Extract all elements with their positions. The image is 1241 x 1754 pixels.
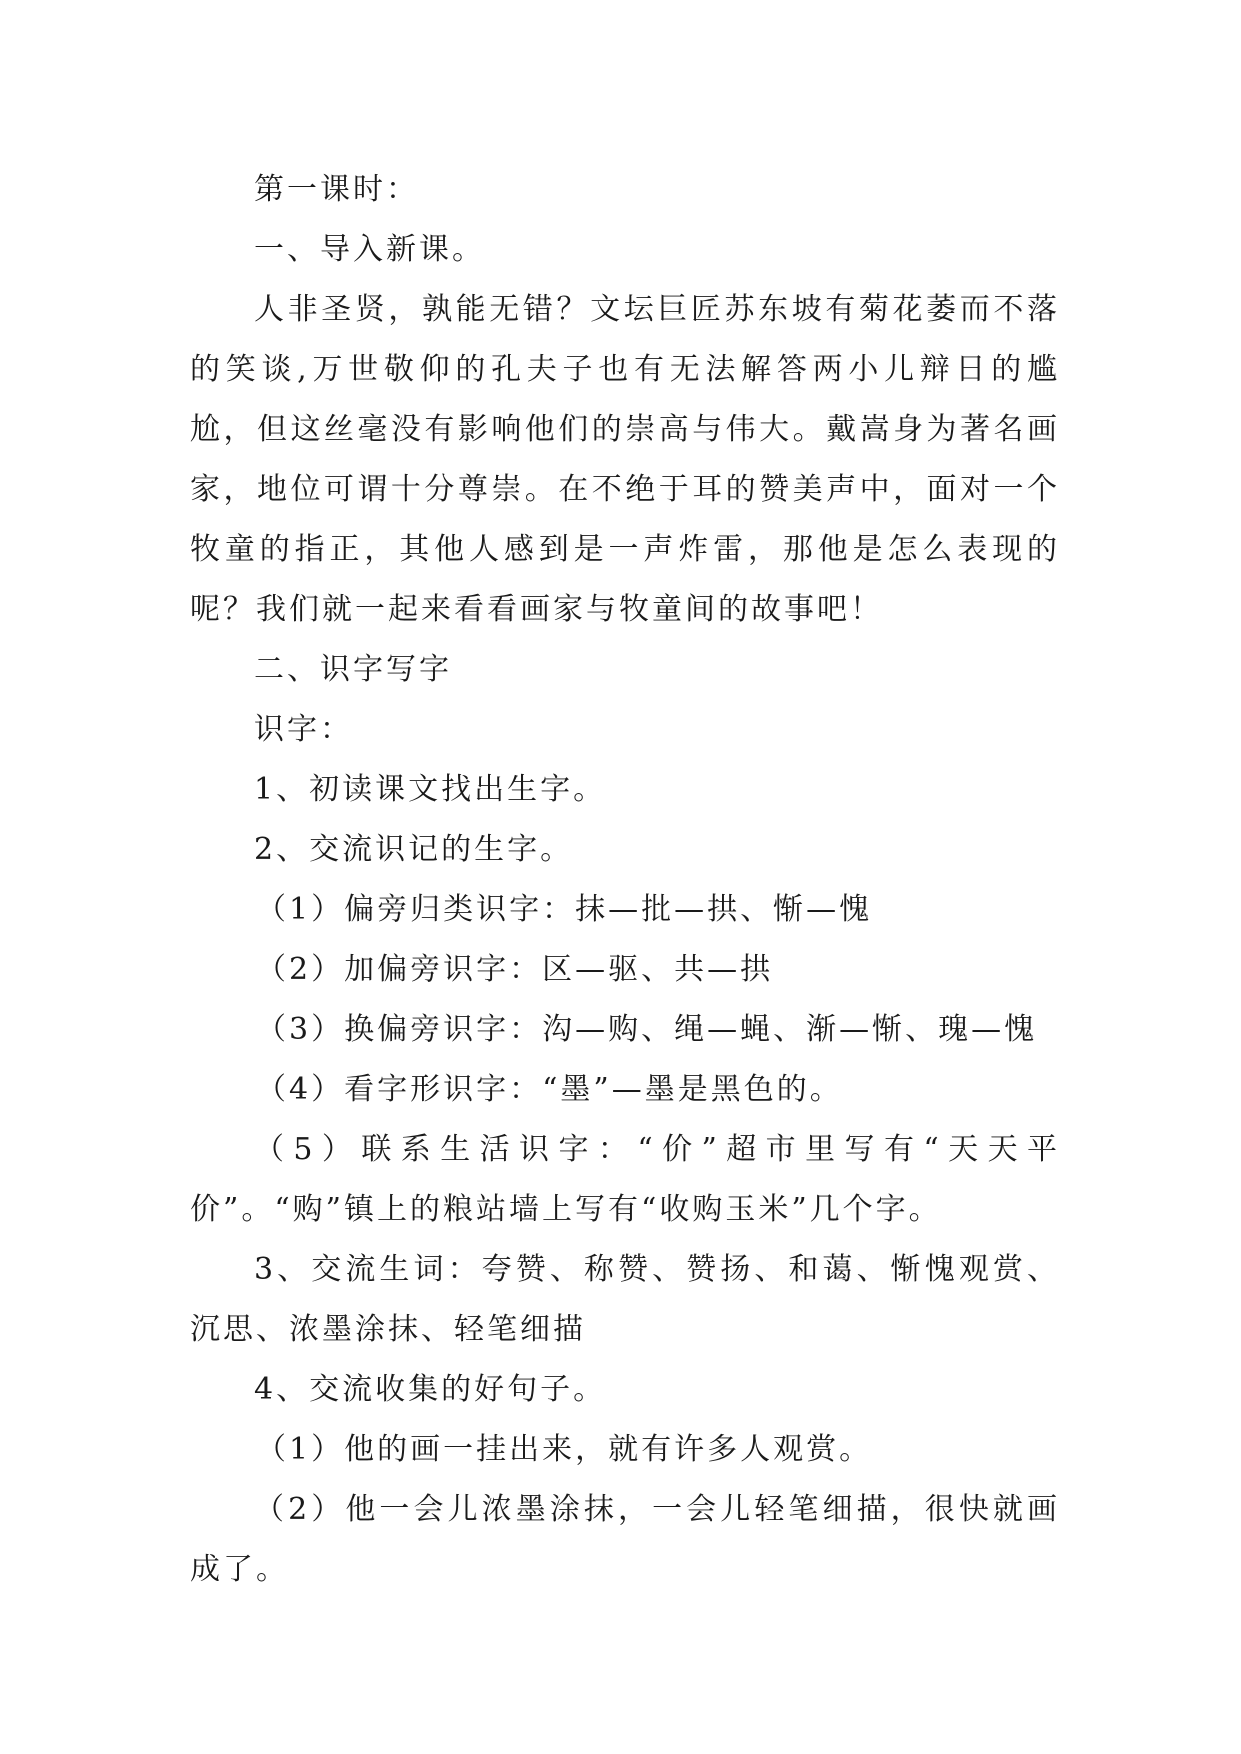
section1-heading: 一、导入新课。 <box>254 232 485 267</box>
shizi-label: 识字： <box>254 712 353 747</box>
step-2: 2、交流识记的生字。 <box>254 832 574 867</box>
section2-heading: 二、识字写字 <box>254 652 452 687</box>
sentence-1: （1）他的画一挂出来，就有许多人观赏。 <box>256 1432 873 1467</box>
method-4: （4）看字形识字：“墨”—墨是黑色的。 <box>256 1072 843 1107</box>
step-3: 3、交流生词：夸赞、称赞、赞扬、和蔼、惭愧观赏、沉思、浓墨涂抹、轻笔细描 <box>190 1252 1060 1347</box>
lesson-title: 第一课时： <box>254 172 419 207</box>
method-1: （1）偏旁归类识字：抹—批—拱、惭—愧 <box>256 892 873 927</box>
sentence-2: （2）他一会儿浓墨涂抹，一会儿轻笔细描，很快就画成了。 <box>190 1492 1060 1587</box>
method-3: （3）换偏旁识字：沟—购、绳—蝇、渐—惭、瑰—愧 <box>256 1012 1038 1047</box>
method-2: （2）加偏旁识字：区—驱、共—拱 <box>256 952 774 987</box>
document-body <box>190 160 1060 1600</box>
step-4: 4、交流收集的好句子。 <box>254 1372 607 1407</box>
step-1: 1、初读课文找出生字。 <box>254 772 607 807</box>
intro-paragraph: 人非圣贤，孰能无错？文坛巨匠苏东坡有菊花萎而不落的笑谈,万世敬仰的孔夫子也有无法解答两小儿辩日的尴尬，但这丝毫没有影响他们的崇高与伟大。戴嵩身为著名画家，地位可谓十分尊崇。在不绝于耳的赞美声中，面对一个牧童的指正，其他人感到是一声炸雷，那他是怎么表现的呢？我们就一起来看看画家与牧童间的故事吧！ <box>190 292 1060 627</box>
method-5: （5）联系生活识字：“价”超市里写有“天天平价”。“购”镇上的粮站墙上写有“收购玉米”几个字。 <box>190 1132 1060 1227</box>
